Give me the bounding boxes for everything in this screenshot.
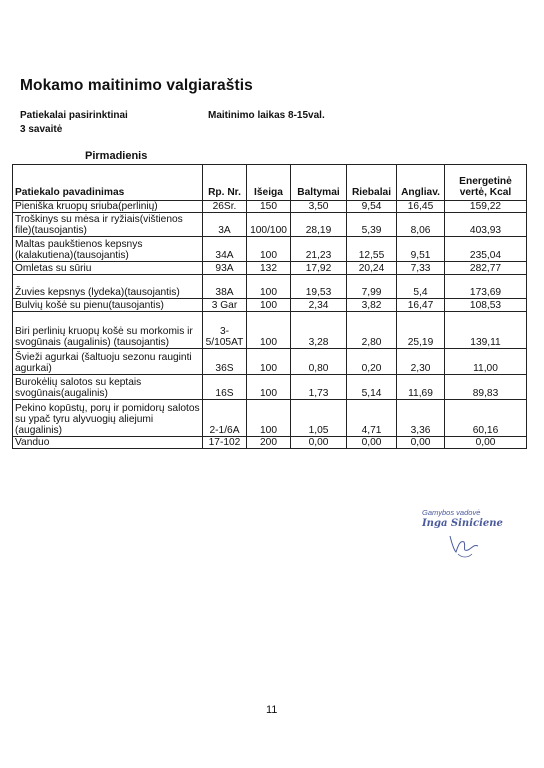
table-row xyxy=(13,201,527,213)
column-header: Rp. Nr. xyxy=(203,165,247,201)
cell-protein: 3,50 xyxy=(291,201,347,213)
column-header: Išeiga xyxy=(247,165,291,201)
column-header: Patiekalo pavadinimas xyxy=(13,165,203,201)
cell-fat: 0,20 xyxy=(347,349,397,375)
cell-yield: 100 xyxy=(247,400,291,437)
cell-kcal: 89,83 xyxy=(445,375,527,400)
dish-name-cell: Troškinys su mėsa ir ryžiais(vištienos file)(tausojantis) xyxy=(13,213,203,237)
column-header: Riebalai xyxy=(347,165,397,201)
cell-carbs: 5,4 xyxy=(397,275,445,299)
cell-carbs: 7,33 xyxy=(397,262,445,275)
cell-protein: 1,73 xyxy=(291,375,347,400)
column-header: Energetinė vertė, Kcal xyxy=(445,165,527,201)
cell-protein: 21,23 xyxy=(291,237,347,262)
cell-kcal: 0,00 xyxy=(445,437,527,449)
cell-protein: 17,92 xyxy=(291,262,347,275)
cell-carbs: 25,19 xyxy=(397,312,445,349)
table-row xyxy=(13,275,527,299)
dish-name-cell: Omletas su sūriu xyxy=(13,262,203,275)
cell-kcal: 403,93 xyxy=(445,213,527,237)
cell-kcal: 235,04 xyxy=(445,237,527,262)
cell-fat: 9,54 xyxy=(347,201,397,213)
table-row xyxy=(13,312,527,349)
menu-table xyxy=(12,164,527,449)
table-row xyxy=(13,437,527,449)
cell-yield: 200 xyxy=(247,437,291,449)
cell-carbs: 9,51 xyxy=(397,237,445,262)
week-label: 3 savaitė xyxy=(20,124,63,135)
dish-name-cell: Bulvių košė su pienu(tausojantis) xyxy=(13,299,203,312)
cell-yield: 150 xyxy=(247,201,291,213)
cell-code: 3 Gar xyxy=(203,299,247,312)
signature-role: Gamybos vadovė xyxy=(422,508,481,517)
dish-name-cell: Pekino kopūstų, porų ir pomidorų salotos su ypač tyru alyvuogių aliejumi (augalinis) xyxy=(13,400,203,437)
cell-code: 2-1/6A xyxy=(203,400,247,437)
cell-carbs: 3,36 xyxy=(397,400,445,437)
dish-name-cell: Vanduo xyxy=(13,437,203,449)
cell-code: 93A xyxy=(203,262,247,275)
cell-fat: 7,99 xyxy=(347,275,397,299)
cell-fat: 0,00 xyxy=(347,437,397,449)
column-header: Baltymai xyxy=(291,165,347,201)
cell-carbs: 11,69 xyxy=(397,375,445,400)
cell-kcal: 139,11 xyxy=(445,312,527,349)
page-number: 11 xyxy=(266,704,278,716)
table-row xyxy=(13,213,527,237)
cell-carbs: 0,00 xyxy=(397,437,445,449)
cell-code: 34A xyxy=(203,237,247,262)
cell-yield: 100 xyxy=(247,275,291,299)
table-row xyxy=(13,299,527,312)
cell-carbs: 8,06 xyxy=(397,213,445,237)
handwritten-signature-icon xyxy=(444,532,484,562)
cell-protein: 0,80 xyxy=(291,349,347,375)
cell-code: 16S xyxy=(203,375,247,400)
table-row xyxy=(13,262,527,275)
cell-code: 38A xyxy=(203,275,247,299)
cell-code: 3A xyxy=(203,213,247,237)
cell-yield: 100 xyxy=(247,299,291,312)
cell-fat: 4,71 xyxy=(347,400,397,437)
cell-protein: 28,19 xyxy=(291,213,347,237)
cell-protein: 3,28 xyxy=(291,312,347,349)
signature-stamp xyxy=(404,508,514,578)
cell-fat: 20,24 xyxy=(347,262,397,275)
cell-code: 26Sr. xyxy=(203,201,247,213)
cell-protein: 1,05 xyxy=(291,400,347,437)
cell-carbs: 2,30 xyxy=(397,349,445,375)
cell-protein: 19,53 xyxy=(291,275,347,299)
column-header: Angliav. xyxy=(397,165,445,201)
day-label: Pirmadienis xyxy=(85,150,148,162)
cell-yield: 100 xyxy=(247,375,291,400)
cell-code: 3-5/105AT xyxy=(203,312,247,349)
cell-fat: 2,80 xyxy=(347,312,397,349)
cell-kcal: 108,53 xyxy=(445,299,527,312)
table-row xyxy=(13,237,527,262)
cell-fat: 12,55 xyxy=(347,237,397,262)
dish-name-cell: Pieniška kruopų sriuba(perlinių) xyxy=(13,201,203,213)
cell-kcal: 173,69 xyxy=(445,275,527,299)
dish-name-cell: Biri perlinių kruopų košė su morkomis ir svogūnais (augalinis) (tausojantis) xyxy=(13,312,203,349)
cell-kcal: 60,16 xyxy=(445,400,527,437)
cell-protein: 2,34 xyxy=(291,299,347,312)
cell-yield: 100 xyxy=(247,312,291,349)
cell-kcal: 159,22 xyxy=(445,201,527,213)
cell-fat: 5,39 xyxy=(347,213,397,237)
cell-code: 36S xyxy=(203,349,247,375)
cell-code: 17-102 xyxy=(203,437,247,449)
cell-fat: 5,14 xyxy=(347,375,397,400)
subtitle: Patiekalai pasirinktinai xyxy=(20,110,128,121)
table-row xyxy=(13,375,527,400)
table-row xyxy=(13,349,527,375)
dish-name-cell: Burokėlių salotos su keptais svogūnais(augalinis) xyxy=(13,375,203,400)
dish-name-cell: Žuvies kepsnys (lydeka)(tausojantis) xyxy=(13,275,203,299)
signature-name: Inga Siniciene xyxy=(422,518,503,529)
cell-yield: 132 xyxy=(247,262,291,275)
cell-yield: 100 xyxy=(247,349,291,375)
dish-name-cell: Švieži agurkai (šaltuoju sezonu rauginti agurkai) xyxy=(13,349,203,375)
cell-yield: 100/100 xyxy=(247,213,291,237)
cell-fat: 3,82 xyxy=(347,299,397,312)
cell-kcal: 282,77 xyxy=(445,262,527,275)
cell-yield: 100 xyxy=(247,237,291,262)
cell-kcal: 11,00 xyxy=(445,349,527,375)
dish-name-cell: Maltas paukštienos kepsnys (kalakutiena)(tausojantis) xyxy=(13,237,203,262)
cell-carbs: 16,47 xyxy=(397,299,445,312)
table-header-row xyxy=(13,165,527,201)
cell-carbs: 16,45 xyxy=(397,201,445,213)
cell-protein: 0,00 xyxy=(291,437,347,449)
meal-time: Maitinimo laikas 8-15val. xyxy=(208,110,325,121)
document-title: Mokamo maitinimo valgiaraštis xyxy=(20,77,253,94)
table-row xyxy=(13,400,527,437)
